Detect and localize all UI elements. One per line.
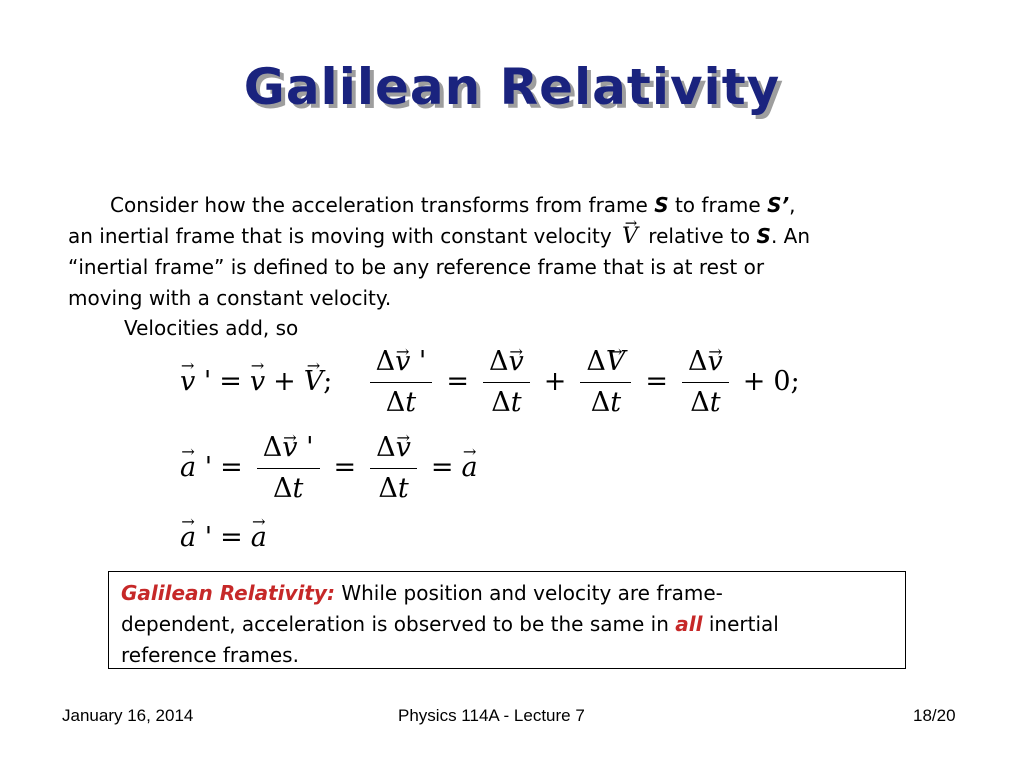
text-run: Consider how the acceleration transforms from frame: [110, 193, 655, 217]
text-run: inertial: [702, 612, 779, 636]
slide-title: Galilean Relativity: [243, 58, 781, 116]
frame-S-prime: S’: [767, 193, 790, 217]
footer-date: January 16, 2014: [62, 706, 194, 725]
box-line-2: [121, 609, 893, 640]
paragraph-line-2: [68, 221, 968, 253]
box-label: Galilean Relativity:: [121, 581, 335, 605]
velocities-add-line: Velocities add, so: [124, 316, 299, 340]
text-run: to frame: [668, 193, 768, 217]
text-run: dependent, acceleration is observed to be the same in: [121, 612, 676, 636]
frame-S: S: [654, 193, 669, 217]
emphasis-all: all: [675, 612, 703, 636]
equation-velocity: → v ' =→ v +→ V; $\frac{\Delta\to v '}{\Delta t}$ = $\frac{\Delta\to v}{\Delta t}$ + $\frac{\Delta\to V}{\Delta t}$ = $\frac{\Delta\to v}{\Delta t}$ + 0;: [180, 342, 800, 423]
footer-course: Physics 114A - Lecture 7: [398, 706, 585, 725]
velocity-vector-V: → V: [618, 222, 642, 253]
footer-page-number: 18/20: [913, 706, 956, 725]
text-run: ,: [789, 193, 796, 217]
paragraph-line-3: “inertial frame” is defined to be any reference frame that is at rest or: [68, 255, 765, 279]
box-line-1: [121, 578, 893, 609]
text-run: an inertial frame that is moving with constant velocity: [68, 223, 619, 248]
text-run: While position and velocity are frame-: [334, 581, 723, 605]
galilean-relativity-box: [108, 571, 906, 669]
frame-S: S: [756, 223, 771, 248]
text-run: relative to: [641, 223, 757, 248]
equation-result: → a ' =→ a: [180, 522, 267, 553]
box-line-3: reference frames.: [121, 643, 299, 667]
equation-acceleration: → a ' = $\frac{\Delta\to v '}{\Delta t}$ = $\frac{\Delta\to v}{\Delta t}$ =→ a: [180, 428, 478, 509]
text-run: . An: [770, 223, 811, 248]
body-text: [68, 190, 968, 344]
paragraph-line-4: moving with a constant velocity.: [68, 285, 392, 310]
paragraph-line-1: [68, 190, 968, 221]
